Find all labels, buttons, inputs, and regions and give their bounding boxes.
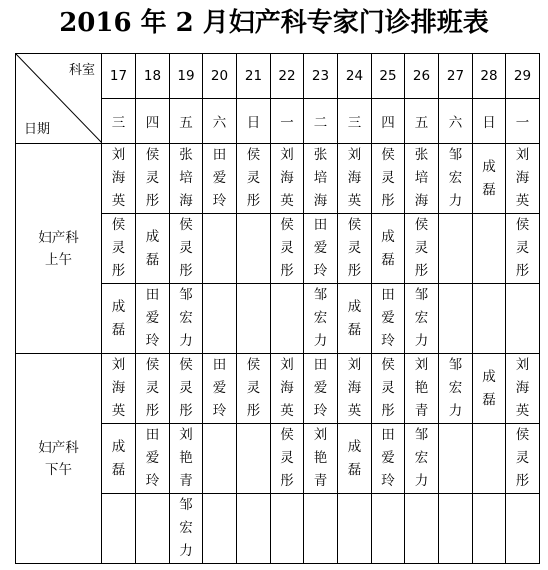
doctor-name: 侯灵彤 [246,357,261,419]
weekday-header: 三 [102,99,136,144]
doctor-cell [271,214,304,284]
doctor-name: 田爱玲 [145,427,160,489]
doctor-cell [102,144,136,214]
doctor-name: 成磊 [145,228,160,268]
doctor-cell [203,284,237,354]
weekday-header: 一 [271,99,304,144]
doctor-name: 刘海英 [347,147,362,209]
doctor-name: 邹宏力 [448,147,463,209]
weekday-header: 二 [304,99,338,144]
weekday-header: 五 [405,99,439,144]
doctor-name: 田爱玲 [313,357,328,419]
doctor-cell [405,424,439,494]
doctor-name: 邹宏力 [179,497,193,559]
date-header: 29 [506,54,540,99]
date-header: 22 [271,54,304,99]
corner-date-label: 日期 [24,122,51,137]
doctor-name: 成磊 [381,228,395,268]
doctor-cell [170,424,203,494]
doctor-name: 田爱玲 [313,217,328,279]
doctor-cell [136,424,170,494]
weekday-header: 六 [203,99,237,144]
doctor-cell [338,144,372,214]
doctor-cell [170,144,203,214]
doctor-cell [506,354,540,424]
doctor-cell [405,214,439,284]
doctor-cell [439,494,473,564]
doctor-cell [136,284,170,354]
doctor-name: 刘海英 [515,357,530,419]
doctor-name: 侯灵彤 [179,217,193,279]
doctor-cell [136,354,170,424]
schedule-table [15,53,540,564]
doctor-cell [237,284,271,354]
date-header: 19 [170,54,203,99]
doctor-name: 成磊 [347,438,362,478]
doctor-name: 刘艳青 [179,427,193,489]
doctor-name: 成磊 [347,298,362,338]
doctor-name: 田爱玲 [145,287,160,349]
doctor-cell [203,354,237,424]
doctor-cell [338,424,372,494]
doctor-cell [102,424,136,494]
doctor-cell [506,424,540,494]
doctor-name: 刘海英 [280,147,294,209]
doctor-cell [304,214,338,284]
doctor-cell [372,144,405,214]
doctor-cell [237,144,271,214]
doctor-cell [473,284,506,354]
doctor-name: 邹宏力 [448,357,463,419]
doctor-cell [439,284,473,354]
doctor-name: 侯灵彤 [111,217,126,279]
doctor-cell [473,144,506,214]
doctor-cell [405,144,439,214]
doctor-name: 田爱玲 [381,287,395,349]
weekday-header: 三 [338,99,372,144]
doctor-cell [439,144,473,214]
doctor-name: 侯灵彤 [246,147,261,209]
doctor-cell [136,494,170,564]
doctor-cell [170,284,203,354]
doctor-cell [170,494,203,564]
doctor-cell [473,424,506,494]
date-header: 27 [439,54,473,99]
date-header: 28 [473,54,506,99]
doctor-name: 邹宏力 [179,287,193,349]
date-header: 21 [237,54,271,99]
doctor-cell [237,354,271,424]
doctor-cell [304,284,338,354]
doctor-cell [338,214,372,284]
doctor-name: 田爱玲 [381,427,395,489]
doctor-cell [372,214,405,284]
doctor-cell [304,144,338,214]
doctor-cell [338,284,372,354]
weekday-header: 日 [473,99,506,144]
schedule-row [16,354,540,424]
doctor-cell [372,494,405,564]
doctor-cell [439,214,473,284]
date-header: 26 [405,54,439,99]
doctor-cell [405,354,439,424]
doctor-cell [237,424,271,494]
doctor-name: 张培海 [179,147,193,209]
doctor-name: 田爱玲 [212,147,227,209]
doctor-name: 成磊 [482,368,496,408]
doctor-cell [170,214,203,284]
doctor-name: 侯灵彤 [145,357,160,419]
weekday-header: 五 [170,99,203,144]
doctor-name: 刘海英 [111,357,126,419]
doctor-cell [102,214,136,284]
doctor-cell [338,354,372,424]
doctor-cell [271,144,304,214]
date-header: 23 [304,54,338,99]
doctor-cell [203,494,237,564]
doctor-name: 刘艳青 [414,357,429,419]
doctor-name: 邹宏力 [313,287,328,349]
doctor-cell [102,494,136,564]
doctor-cell [203,214,237,284]
date-header: 25 [372,54,405,99]
doctor-name: 侯灵彤 [381,147,395,209]
section-label: 妇产科 下午 [16,354,102,564]
date-header: 17 [102,54,136,99]
page-title: 2016 年 2 月妇产科专家门诊排班表 [59,8,489,38]
header-date-row [16,54,540,99]
section-label: 妇产科 上午 [16,144,102,354]
doctor-cell [271,354,304,424]
doctor-cell [102,354,136,424]
doctor-name: 侯灵彤 [381,357,395,419]
doctor-cell [304,494,338,564]
doctor-cell [473,494,506,564]
doctor-name: 侯灵彤 [515,217,530,279]
doctor-cell [338,494,372,564]
doctor-cell [506,284,540,354]
doctor-cell [271,494,304,564]
doctor-cell [136,214,170,284]
doctor-cell [304,424,338,494]
doctor-name: 邹宏力 [414,287,429,349]
doctor-cell [439,424,473,494]
doctor-cell [203,424,237,494]
doctor-cell [304,354,338,424]
doctor-name: 张培海 [313,147,328,209]
weekday-header: 一 [506,99,540,144]
doctor-cell [102,284,136,354]
doctor-name: 张培海 [414,147,429,209]
doctor-name: 刘海英 [111,147,126,209]
doctor-cell [203,144,237,214]
doctor-cell [237,214,271,284]
weekday-header: 日 [237,99,271,144]
doctor-cell [372,424,405,494]
doctor-name: 成磊 [111,298,126,338]
doctor-cell [372,284,405,354]
doctor-cell [170,354,203,424]
doctor-cell [372,354,405,424]
date-header: 20 [203,54,237,99]
doctor-name: 刘艳青 [313,427,328,489]
doctor-name: 成磊 [482,158,496,198]
doctor-name: 侯灵彤 [347,217,362,279]
doctor-name: 刘海英 [347,357,362,419]
doctor-name: 刘海英 [515,147,530,209]
doctor-cell [271,424,304,494]
doctor-cell [473,354,506,424]
doctor-cell [136,144,170,214]
doctor-name: 成磊 [111,438,126,478]
doctor-name: 刘海英 [280,357,294,419]
doctor-name: 侯灵彤 [414,217,429,279]
doctor-name: 侯灵彤 [280,217,294,279]
doctor-name: 侯灵彤 [280,427,294,489]
weekday-header: 六 [439,99,473,144]
weekday-header: 四 [136,99,170,144]
doctor-name: 侯灵彤 [515,427,530,489]
doctor-cell [405,284,439,354]
doctor-name: 邹宏力 [414,427,429,489]
doctor-cell [506,494,540,564]
doctor-cell [473,214,506,284]
doctor-name: 侯灵彤 [179,357,193,419]
doctor-cell [271,284,304,354]
doctor-cell [506,214,540,284]
doctor-name: 田爱玲 [212,357,227,419]
schedule-row [16,144,540,214]
doctor-name: 侯灵彤 [145,147,160,209]
doctor-cell [439,354,473,424]
corner-dept-label: 科室 [68,63,95,78]
doctor-cell [506,144,540,214]
weekday-header: 四 [372,99,405,144]
date-header: 18 [136,54,170,99]
date-header: 24 [338,54,372,99]
corner-header [16,54,102,144]
doctor-cell [405,494,439,564]
doctor-cell [237,494,271,564]
